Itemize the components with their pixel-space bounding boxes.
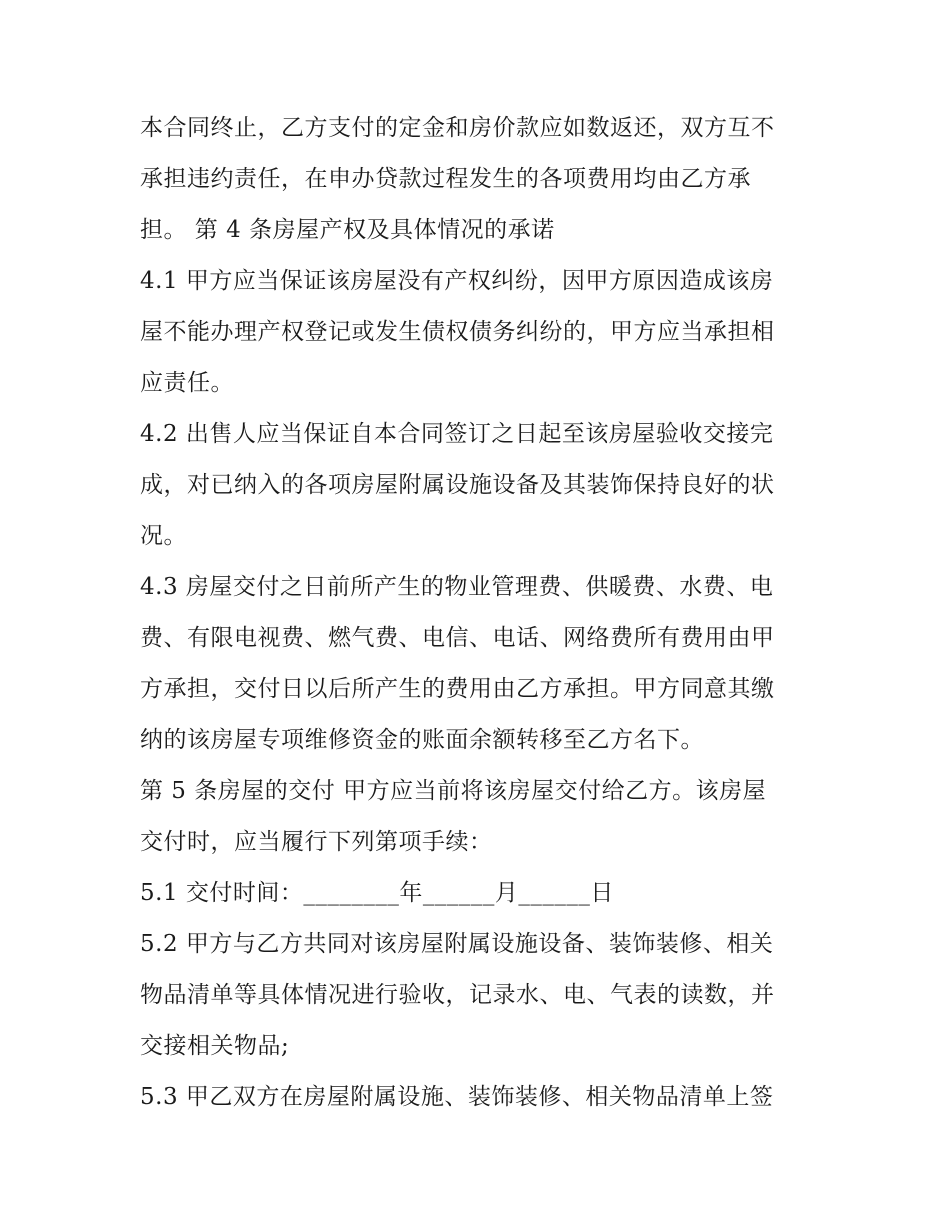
text-line: 5.1 交付时间：________年______月______日	[140, 880, 614, 906]
text-line: 应责任。	[140, 370, 234, 396]
text-line: 4.2 出售人应当保证自本合同签订之日起至该房屋验收交接完	[140, 421, 774, 447]
text-line: 方承担，交付日以后所产生的费用由乙方承担。甲方同意其缴	[140, 676, 775, 702]
text-line: 屋不能办理产权登记或发生债权债务纠纷的，甲方应当承担相	[140, 319, 775, 345]
text-line: 承担违约责任，在申办贷款过程发生的各项费用均由乙方承	[140, 166, 751, 192]
text-line: 5.3 甲乙双方在房屋附属设施、装饰装修、相关物品清单上签	[140, 1084, 774, 1110]
text-line: 交接相关物品;	[140, 1033, 290, 1059]
text-line: 物品清单等具体情况进行验收，记录水、电、气表的读数，并	[140, 982, 775, 1008]
text-line: 交付时，应当履行下列第项手续：	[140, 829, 493, 855]
text-line: 第 5 条房屋的交付 甲方应当前将该房屋交付给乙方。该房屋	[140, 778, 767, 804]
text-line: 5.2 甲方与乙方共同对该房屋附属设施设备、装饰装修、相关	[140, 931, 774, 957]
text-line: 4.3 房屋交付之日前所产生的物业管理费、供暖费、水费、电	[140, 574, 774, 600]
text-line: 本合同终止，乙方支付的定金和房价款应如数返还，双方互不	[140, 115, 775, 141]
text-line: 4.1 甲方应当保证该房屋没有产权纠纷，因甲方原因造成该房	[140, 268, 774, 294]
text-line: 费、有限电视费、燃气费、电信、电话、网络费所有费用由甲	[140, 625, 775, 651]
text-line: 纳的该房屋专项维修资金的账面余额转移至乙方名下。	[140, 727, 704, 753]
document-page	[140, 103, 820, 1123]
text-line: 担。 第 4 条房屋产权及具体情况的承诺	[140, 217, 555, 243]
text-line: 成，对已纳入的各项房屋附属设施设备及其装饰保持良好的状	[140, 472, 775, 498]
text-line: 况。	[140, 523, 187, 549]
